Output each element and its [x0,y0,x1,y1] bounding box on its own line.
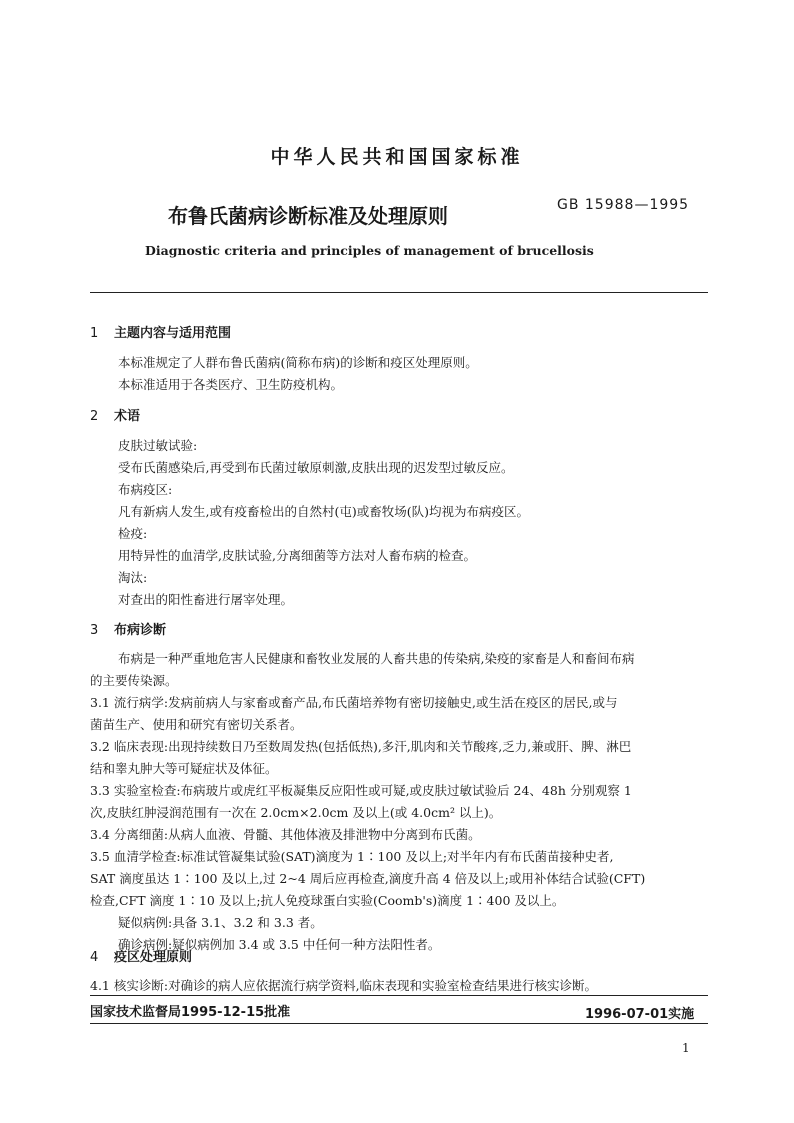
effective-date: 1996-07-01实施 [585,1007,695,1022]
section-2-heading [90,405,140,424]
document-title: 布鲁氏菌病诊断标准及处理原则 [168,204,448,228]
term-3: 检疫: [118,526,148,541]
section-3-number: 3 [90,623,99,638]
clause-4-1: 4.1 核实诊断:对确诊的病人应依据流行病学资料,临床表现和实验室检查结果进行核实诊断。 [90,978,598,993]
clause-3-2-line-2: 结和睾丸肿大等可疑症状及体征。 [90,761,278,776]
section-3-heading [90,619,166,638]
page-number: 1 [682,1041,690,1055]
header-divider [90,292,708,293]
section-3-title: 布病诊断 [114,623,167,638]
section-4-heading [90,946,192,965]
standard-code: GB 15988—1995 [557,197,690,213]
clause-3-5-line-3: 检查,CFT 滴度 1∶10 及以上;抗人免疫球蛋白实验(Coomb's)滴度 1∶400 及以上。 [90,893,565,908]
section-1-number: 1 [90,326,99,341]
clause-3-2-line-1: 3.2 临床表现:出现持续数日乃至数周发热(包括低热),多汗,肌肉和关节酸疼,乏力,兼或肝、脾、淋巴 [90,739,632,754]
term-1-definition: 受布氏菌感染后,再受到布氏菌过敏原刺激,皮肤出现的迟发型过敏反应。 [118,460,514,475]
term-2-definition: 凡有新病人发生,或有疫畜检出的自然村(屯)或畜牧场(队)均视为布病疫区。 [118,504,529,519]
section-4-title: 疫区处理原则 [114,950,193,965]
section-1-para-2: 本标准适用于各类医疗、卫生防疫机构。 [118,377,344,392]
section-3-intro-line-2: 的主要传染源。 [90,673,178,688]
suspected-case: 疑似病例:具备 3.1、3.2 和 3.3 者。 [118,915,323,930]
term-1: 皮肤过敏试验: [118,438,198,453]
footer-divider [90,995,708,996]
clause-3-3-line-1: 3.3 实验室检查:布病玻片或虎红平板凝集反应阳性或可疑,或皮肤过敏试验后 24、48h 分别观察 1 [90,783,632,798]
section-2-title: 术语 [114,409,141,424]
section-1-para-1: 本标准规定了人群布鲁氏菌病(简称布病)的诊断和疫区处理原则。 [118,355,478,370]
section-4-number: 4 [90,950,99,965]
clause-3-5-line-2: SAT 滴度虽达 1∶100 及以上,过 2~4 周后应再检查,滴度升高 4 倍及以上;或用补体结合试验(CFT) [90,871,646,886]
section-1-title: 主题内容与适用范围 [114,326,232,341]
clause-3-3-line-2: 次,皮肤红肿浸润范围有一次在 2.0cm×2.0cm 及以上(或 4.0cm² 以上)。 [90,805,502,820]
issued-date: 国家技术监督局1995-12-15批准 [90,1005,291,1020]
clause-3-5-line-1: 3.5 血清学检查:标准试管凝集试验(SAT)滴度为 1∶100 及以上;对半年内有布氏菌苗接种史者, [90,849,614,864]
term-4: 淘汰: [118,570,148,585]
national-standard-title: 中华人民共和国国家标准 [270,146,524,168]
term-3-definition: 用特异性的血清学,皮肤试验,分离细菌等方法对人畜布病的检查。 [118,548,476,563]
term-2: 布病疫区: [118,482,173,497]
confirmed-case: 确诊病例:疑似病例加 3.4 或 3.5 中任何一种方法阳性者。 [118,937,441,952]
term-4-definition: 对查出的阳性畜进行屠宰处理。 [118,592,294,607]
footer-bottom-divider [90,1023,708,1024]
clause-3-4: 3.4 分离细菌:从病人血液、骨髓、其他体液及排泄物中分离到布氏菌。 [90,827,481,842]
clause-3-1-line-2: 菌苗生产、使用和研究有密切关系者。 [90,717,303,732]
english-title: Diagnostic criteria and principles of management of brucellosis [145,243,594,258]
clause-3-1-line-1: 3.1 流行病学:发病前病人与家畜或畜产品,布氏菌培养物有密切接触史,或生活在疫区的居民,或与 [90,695,618,710]
section-1-heading [90,322,231,341]
section-3-intro-line-1: 布病是一种严重地危害人民健康和畜牧业发展的人畜共患的传染病,染疫的家畜是人和畜间布病 [118,651,635,666]
section-2-number: 2 [90,409,99,424]
